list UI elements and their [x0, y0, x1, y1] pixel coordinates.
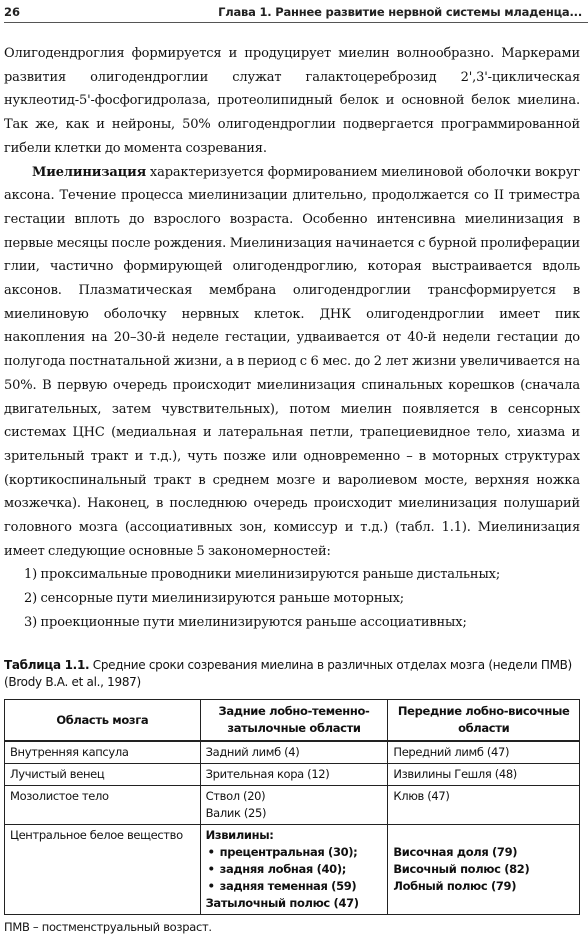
cell-area: Центральное белое вещество — [5, 825, 201, 915]
myelination-table — [4, 699, 580, 915]
table-footnote: ПМВ – постменструальный возраст. — [4, 920, 212, 934]
cell-line: Височная доля (79) — [393, 845, 518, 859]
cell-line: Извилины Гешля (48) — [393, 767, 517, 781]
paragraph-myelination — [4, 161, 580, 564]
cell-line: Задний лимб (4) — [205, 745, 300, 759]
table-row — [5, 825, 580, 915]
table-caption-text: Средние сроки созревания миелина в различных отделах мозга (недели ПМВ) (Brody B.A. et al., 1987) — [4, 658, 572, 689]
cell-anterior — [388, 786, 580, 825]
paragraph-oligodendroglia: Олигодендроглия формируется и продуцирует миелин волнообразно. Маркерами развития олигодендроглии служат галактоцереброзид 2',3'-циклическая нуклеотид-5'-фосфогидролаза, протеолипидный белок и основной белок миелина. Так же, как и нейроны, 50% олигодендроглии подвергается программированной гибели клетки до момента созревания. — [4, 46, 580, 156]
running-header — [4, 2, 588, 24]
header-posterior: Задние лобно-теменно-затылочные области — [200, 700, 388, 742]
cell-posterior — [200, 764, 388, 786]
cell-line: Валик (25) — [205, 806, 267, 820]
cell-line: Затылочный полюс (47) — [205, 896, 359, 910]
cell-line: Зрительная кора (12) — [205, 767, 330, 781]
cell-line: Извилины: — [205, 828, 274, 842]
term-myelination: Миелинизация — [32, 164, 147, 180]
header-area: Область мозга — [5, 700, 201, 742]
cell-line: Височный полюс (82) — [393, 862, 530, 876]
cell-posterior — [200, 786, 388, 825]
paragraph-myelination-text: характеризуется формированием миелиновой оболочки вокруг аксона. Течение процесса миелинизации длительно, продолжается со II триместра гестации вплоть до взрослого возраста. Особенно интенсивна миелинизация в первые месяцы после рождения. Миелинизация начинается с бурной пролиферации глии, частично формирующей олигодендроглию, которая выстраивается вдоль аксонов. Плазматическая мембрана олигодендроглии трансформируется в миелиновую оболочку нервных клеток. ДНК олигодендроглии имеет пик накопления на 20–30-й неделе гестации, удваивается от 40-й недели гестации до полугода постнатальной жизни, а в период с 6 мес. до 2 лет жизни увеличивается на 50%. В первую очередь происходит миелинизация спинальных корешков (сначала двигательных, затем чувствительных), потом миелин появляется в сенсорных системах ЦНС (медиальная и латеральная петли, трапециевидное тело, хиазма и зрительный тракт и т.д.), чуть позже или одновременно – в моторных структурах (кортикоспинальный тракт в среднем мозге и варолиевом мосте, верхняя ножка мозжечка). Наконец, в последнюю очередь происходит миелинизация полушарий головного мозга (ассоциативных зон, комиссур и т.д.) (табл. 1.1). Миелинизация имеет следующие основные 5 закономерностей: — [4, 164, 580, 559]
cell-posterior — [200, 825, 388, 915]
table-row — [5, 764, 580, 786]
page-number: 26 — [4, 5, 21, 19]
regularities-list — [4, 563, 580, 634]
body-text — [4, 42, 580, 635]
table-row — [5, 786, 580, 825]
bullet-item: • задняя лобная (40); — [206, 861, 383, 878]
cell-area: Лучистый венец — [5, 764, 201, 786]
cell-line: Лобный полюс (79) — [393, 879, 517, 893]
cell-anterior — [388, 741, 580, 764]
table-label: Таблица 1.1. — [4, 658, 90, 672]
cell-line: Передний лимб (47) — [393, 745, 510, 759]
list-item: 3) проекционные пути миелинизируются раньше ассоциативных; — [24, 614, 467, 630]
cell-line: Ствол (20) — [205, 789, 266, 803]
bullet-item: • прецентральная (30); — [206, 844, 383, 861]
header-rule — [4, 22, 588, 23]
cell-area: Внутренняя капсула — [5, 741, 201, 764]
table-row — [5, 741, 580, 764]
bullet-item: • задняя теменная (59) — [206, 878, 383, 895]
list-item: 1) проксимальные проводники миелинизируются раньше дистальных; — [24, 567, 501, 583]
cell-line: Клюв (47) — [393, 789, 450, 803]
table-caption — [4, 657, 580, 691]
cell-anterior — [388, 764, 580, 786]
running-title: Глава 1. Раннее развитие нервной системы младенца... — [218, 5, 582, 19]
cell-posterior — [200, 741, 388, 764]
cell-area: Мозолистое тело — [5, 786, 201, 825]
table-header-row — [5, 700, 580, 742]
list-item: 2) сенсорные пути миелинизируются раньше моторных; — [24, 591, 404, 607]
cell-anterior — [388, 825, 580, 915]
header-anterior: Передние лобно-височные области — [388, 700, 580, 742]
